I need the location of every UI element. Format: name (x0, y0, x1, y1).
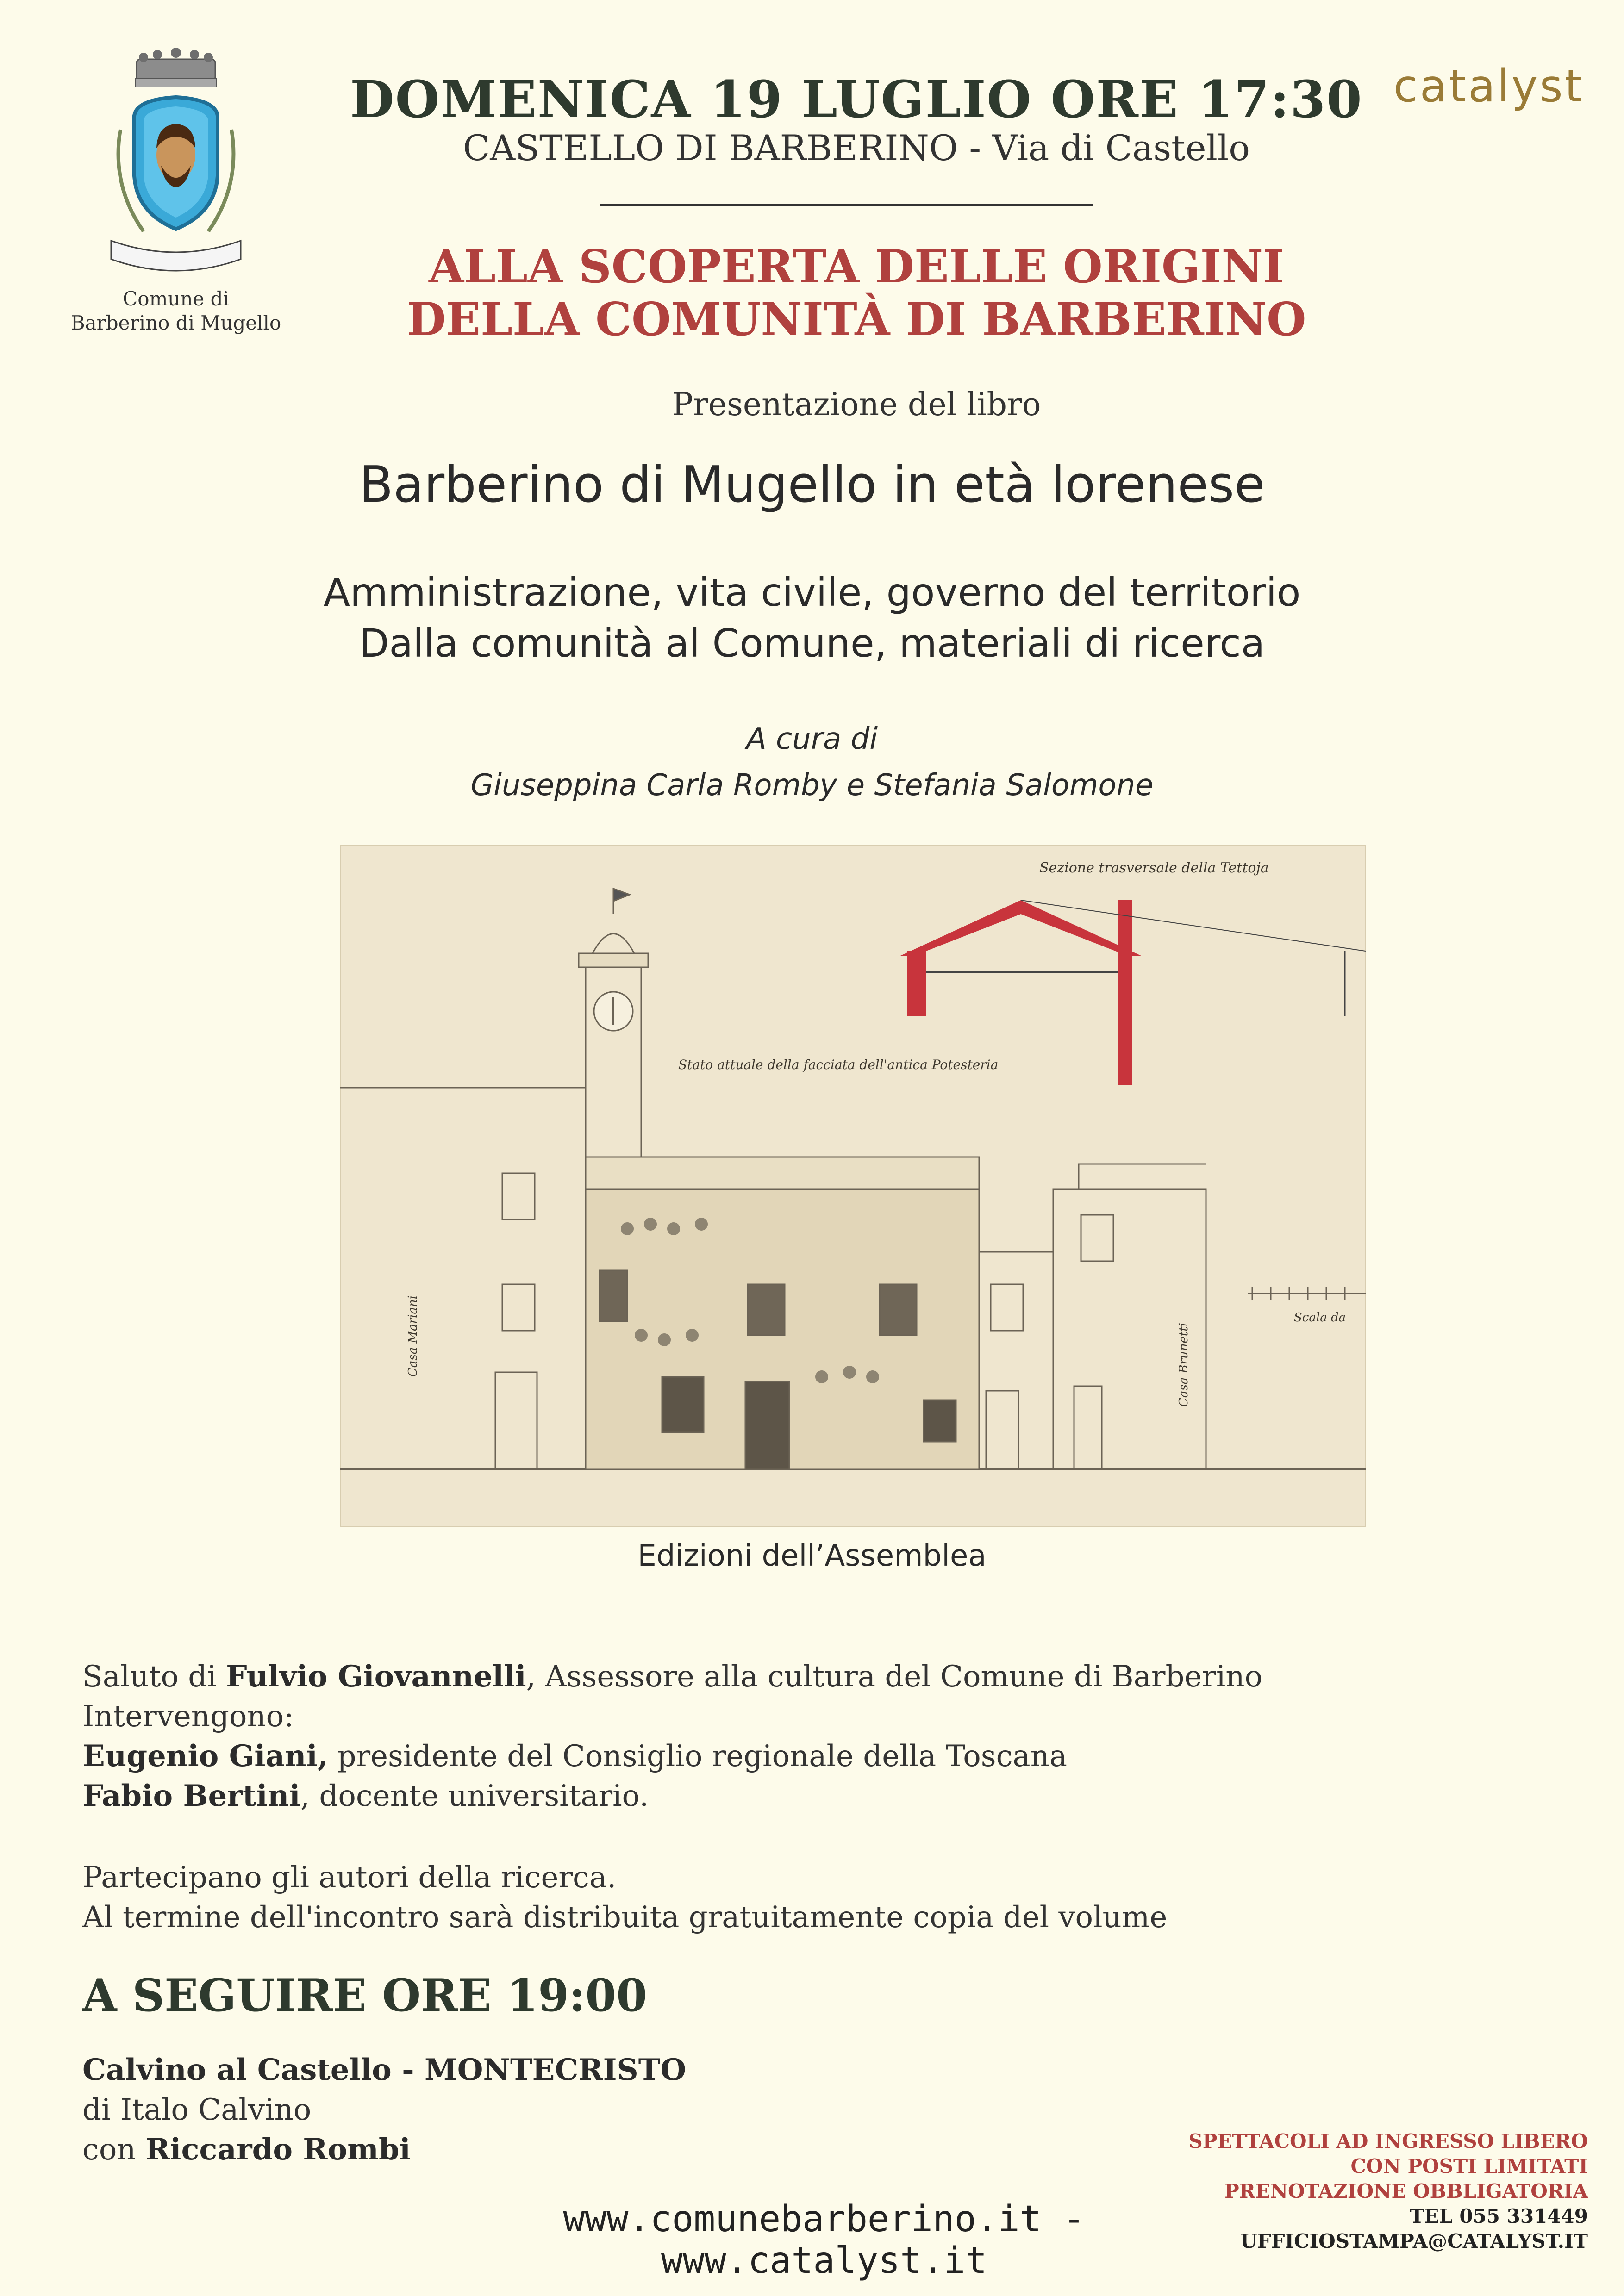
comune-logo-block (69, 46, 282, 335)
catalyst-logo: catalyst (1393, 60, 1584, 112)
speaker2-role: , docente universitario. (300, 1779, 649, 1813)
note-line1: Partecipano gli autori della ricerca. (82, 1860, 617, 1895)
second-event-heading: A SEGUIRE ORE 19:00 (82, 1969, 648, 2022)
speaker2-name: Fabio Bertini (82, 1779, 300, 1813)
info-line1: SPETTACOLI AD INGRESSO LIBERO (1188, 2130, 1588, 2153)
drawing-label-far-right: Scala da (1294, 1311, 1346, 1325)
saluto-line (82, 1657, 1379, 1697)
drawing-caption-top: Sezione trasversale della Tettoja (1039, 860, 1269, 876)
headline-line1: ALLA SCOPERTA DELLE ORIGINI (429, 240, 1284, 293)
headline-line2: DELLA COMUNITÀ DI BARBERINO (406, 293, 1306, 346)
presentazione-label: Presentazione del libro (672, 386, 1041, 423)
historic-facade-drawing (340, 845, 1366, 1527)
speaker1-name: Eugenio Giani, (82, 1739, 328, 1773)
drawing-label-left: Casa Mariani (406, 1295, 420, 1377)
event-headline (347, 241, 1366, 346)
info-line2: CON POSTI LIMITATI (1350, 2155, 1588, 2178)
info-phone: TEL 055 331449 (1409, 2205, 1588, 2228)
event-date: DOMENICA 19 LUGLIO ORE 17:30 (350, 69, 1363, 129)
footer-websites: www.comunebarberino.it - www.catalyst.it (563, 2198, 1085, 2282)
book-curatori: Giuseppina Carla Romby e Stefania Salomone (470, 768, 1154, 803)
second-event-author: di Italo Calvino (82, 2093, 312, 2127)
event-venue: CASTELLO DI BARBERINO - Via di Castello (463, 127, 1250, 168)
performer-name: Riccardo Rombi (145, 2132, 411, 2167)
saluto-suffix: , Assessore alla cultura del Comune di Barberino (526, 1660, 1263, 1694)
saluto-name: Fulvio Giovannelli (226, 1659, 526, 1694)
book-curatori-label: A cura di (746, 722, 878, 756)
info-line3: PRENOTAZIONE OBBLIGATORIA (1224, 2180, 1588, 2203)
book-subtitle-line2: Dalla comunità al Comune, materiali di ricerca (359, 621, 1265, 666)
second-event-title: Calvino al Castello - MONTECRISTO (82, 2053, 687, 2087)
municipal-crest-icon (93, 46, 259, 287)
second-event-performer-line (82, 2130, 686, 2170)
booking-info (1111, 2129, 1588, 2254)
book-subtitle (0, 567, 1624, 669)
drawing-caption-mid: Stato attuale della facciata dell'antica Potesteria (678, 1057, 999, 1072)
book-title: Barberino di Mugello in età lorenese (359, 456, 1265, 514)
divider (600, 204, 1093, 206)
program-text (82, 1657, 1379, 1937)
comune-label-line2: Barberino di Mugello (70, 311, 281, 334)
second-event-details (82, 2050, 686, 2170)
note-line2: Al termine dell'incontro sarà distribuita gratuitamente copia del volume (82, 1900, 1168, 1935)
saluto-prefix: Saluto di (82, 1660, 226, 1694)
book-publisher: Edizioni dell’Assemblea (637, 1539, 987, 1573)
speaker1-line (82, 1736, 1379, 1776)
intervengono-label: Intervengono: (82, 1699, 294, 1734)
info-email: UFFICIOSTAMPA@CATALYST.IT (1240, 2230, 1588, 2252)
comune-label-line1: Comune di (123, 287, 229, 310)
speaker1-role: presidente del Consiglio regionale della Toscana (328, 1739, 1067, 1773)
con-label: con (82, 2133, 145, 2167)
drawing-label-right: Casa Brunetti (1177, 1322, 1191, 1407)
speaker2-line (82, 1776, 1379, 1816)
book-subtitle-line1: Amministrazione, vita civile, governo del territorio (323, 570, 1301, 615)
